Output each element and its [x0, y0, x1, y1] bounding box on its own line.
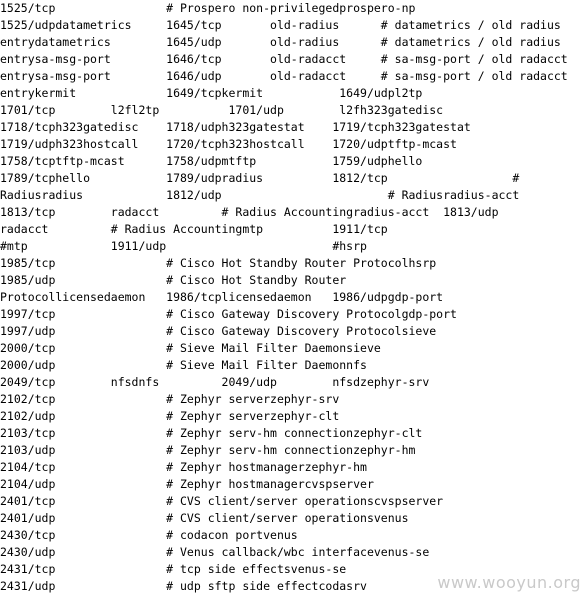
text-line: 2000/tcp # Sieve Mail Filter Daemonsieve — [0, 341, 381, 355]
text-line: entrysa-msg-port 1646/tcp old-radacct # sa-msg-port / old radacct — [0, 52, 568, 66]
text-line: 1813/tcp radacct # Radius Accountingradius-acct 1813/udp — [0, 205, 499, 219]
text-line: 2401/tcp # CVS client/server operationscvspserver — [0, 494, 444, 508]
text-line: 1701/tcp l2fl2tp 1701/udp l2fh323gatedisc — [0, 103, 444, 117]
text-line: 2102/tcp # Zephyr serverzephyr-srv — [0, 392, 340, 406]
text-line: 1525/udpdatametrics 1645/tcp old-radius # datametrics / old radius — [0, 18, 561, 32]
text-line: entrysa-msg-port 1646/udp old-radacct # sa-msg-port / old radacct — [0, 69, 568, 83]
text-line: Radiusradius 1812/udp # Radiusradius-acct — [0, 188, 520, 202]
text-line: 1985/tcp # Cisco Hot Standby Router Protocolhsrp — [0, 256, 437, 270]
text-line: 2103/udp # Zephyr serv-hm connectionzephyr-hm — [0, 443, 416, 457]
text-line: 1525/tcp # Prospero non-privilegedprospero-np — [0, 1, 416, 15]
text-line: Protocollicensedaemon 1986/tcplicensedaemon 1986/udpgdp-port — [0, 290, 444, 304]
text-line: 2431/tcp # tcp side effectsvenus-se — [0, 562, 347, 576]
watermark: www.wooyun.org — [437, 573, 581, 592]
text-line: 2401/udp # CVS client/server operationsvenus — [0, 511, 409, 525]
text-line: entrydatametrics 1645/udp old-radius # datametrics / old radius — [0, 35, 561, 49]
text-line: 1789/tcphello 1789/udpradius 1812/tcp # — [0, 171, 520, 185]
text-line: 1985/udp # Cisco Hot Standby Router — [0, 273, 347, 287]
text-line: entrykermit 1649/tcpkermit 1649/udpl2tp — [0, 86, 423, 100]
text-line: 2430/tcp # codacon portvenus — [0, 528, 298, 542]
text-line: radacct # Radius Accountingmtp 1911/tcp — [0, 222, 388, 236]
text-line: 1718/tcph323gatedisc 1718/udph323gatestat 1719/tcph323gatestat — [0, 120, 471, 134]
text-line: 2049/tcp nfsdnfs 2049/udp nfsdzephyr-srv — [0, 375, 430, 389]
text-line: #mtp 1911/udp #hsrp — [0, 239, 367, 253]
text-line: 2431/udp # udp sftp side effectcodasrv — [0, 579, 367, 593]
text-line: 1758/tcptftp-mcast 1758/udpmtftp 1759/udphello — [0, 154, 423, 168]
text-line: 1719/udph323hostcall 1720/tcph323hostcall 1720/udptftp-mcast — [0, 137, 457, 151]
text-line: 2102/udp # Zephyr serverzephyr-clt — [0, 409, 340, 423]
text-line: 1997/udp # Cisco Gateway Discovery Protocolsieve — [0, 324, 437, 338]
text-line: 2104/tcp # Zephyr hostmanagerzephyr-hm — [0, 460, 367, 474]
text-line: 2000/udp # Sieve Mail Filter Daemonnfs — [0, 358, 367, 372]
text-line: 2430/udp # Venus callback/wbc interfacevenus-se — [0, 545, 430, 559]
text-line: 2103/tcp # Zephyr serv-hm connectionzephyr-clt — [0, 426, 423, 440]
text-line: 1997/tcp # Cisco Gateway Discovery Protocolgdp-port — [0, 307, 457, 321]
text-line: 2104/udp # Zephyr hostmanagercvspserver — [0, 477, 374, 491]
